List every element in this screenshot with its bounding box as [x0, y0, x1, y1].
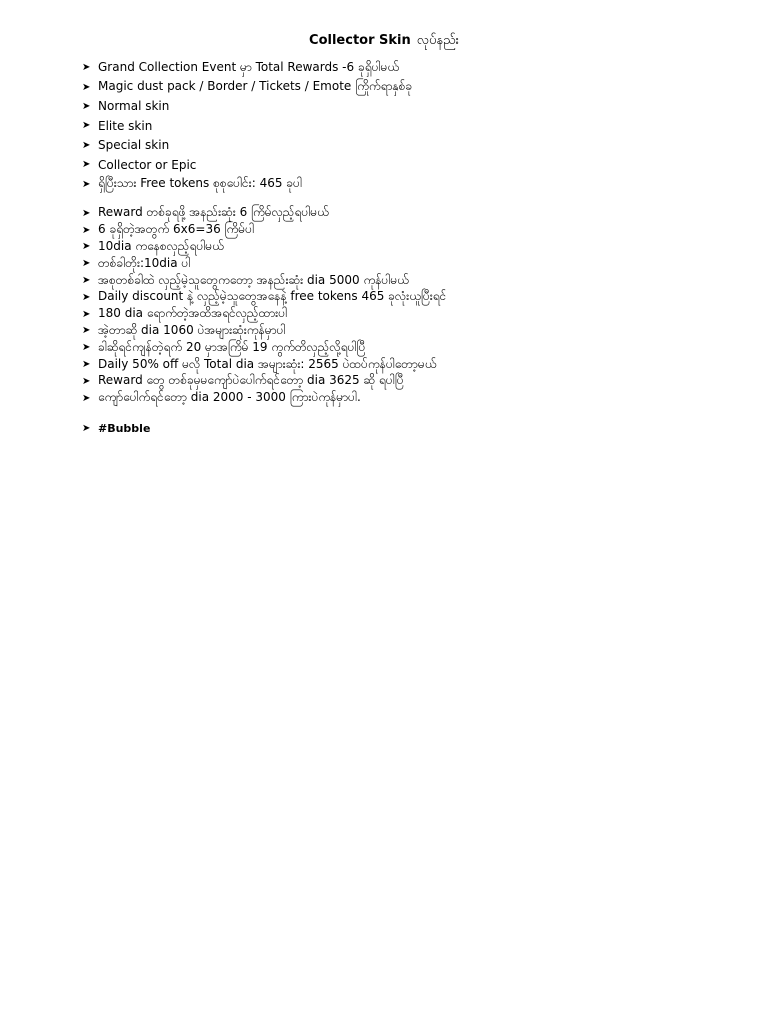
arrow-bullet-icon: ➤ — [82, 178, 91, 190]
arrow-bullet-icon: ➤ — [82, 241, 91, 253]
list-item-text: Collector or Epic — [98, 157, 197, 172]
list-item-text: ရှိပြီးသား Free tokens စုစုပေါင်း: 465 ခုပါ — [98, 176, 302, 191]
list-item-text: 180 dia ရောက်တဲ့အထိအရင်လှည့်ထားပါ — [98, 306, 288, 321]
list-item-text: တစ်ခါတိုး:10dia ပါ — [98, 255, 191, 270]
arrow-bullet-icon: ➤ — [82, 139, 91, 151]
list-item — [82, 339, 752, 356]
list-item — [82, 155, 752, 174]
list-item — [82, 419, 752, 437]
list-group-event-items — [82, 58, 752, 194]
list-item — [82, 272, 752, 289]
arrow-bullet-icon: ➤ — [82, 291, 91, 303]
list-item-text: Daily 50% off မလို Total dia အများဆုံး: 2565 ပဲထပ်ကုန်ပါတော့မယ် — [98, 356, 437, 371]
list-item — [82, 373, 752, 390]
list-group-dia-calculation — [82, 205, 752, 407]
list-item — [82, 323, 752, 340]
list-item-text: ခါဆိုရင်ကျန်တဲ့ရက် 20 မှာအကြိမ် 19 ကွက်တိလှည့်လို့ရပါပြီ — [98, 339, 366, 354]
list-item-text: အစုတစ်ခါထဲ လှည့်မဲ့သူတွေကတော့ အနည်းဆုံး dia 5000 ကုန်ပါမယ် — [98, 272, 409, 287]
title-english: Collector Skin — [309, 33, 411, 48]
list-item — [82, 205, 752, 222]
list-item — [82, 239, 752, 256]
list-item — [82, 97, 752, 116]
list-item-text: Reward တွေ တစ်ခုမှမကျော်ပဲပေါက်ရင်တော့ dia 3625 ဆို ရပါပြီ — [98, 373, 404, 388]
list-item-text: Magic dust pack / Border / Tickets / Emote ကြိုက်ရာနှစ်ခု — [98, 79, 413, 94]
list-item-text: Grand Collection Event မှာ Total Rewards -6 ခုရှိပါမယ် — [98, 59, 400, 74]
list-item-text: Reward တစ်ခုရဖို့ အနည်းဆုံး 6 ကြိမ်လှည့်ရပါမယ် — [98, 205, 329, 220]
arrow-bullet-icon: ➤ — [82, 207, 91, 219]
list-item — [82, 136, 752, 155]
arrow-bullet-icon: ➤ — [82, 359, 91, 371]
list-item-text: Normal skin — [98, 99, 170, 114]
list-item-text: ကျော်ပေါက်ရင်တော့ dia 2000 - 3000 ကြားပဲကုန်မှာပါ. — [98, 390, 361, 405]
arrow-bullet-icon: ➤ — [82, 159, 91, 171]
list-item — [82, 390, 752, 407]
list-item-text: 10dia ကနေစလှည့်ရပါမယ် — [98, 239, 224, 253]
list-item-text: အဲ့တာဆို dia 1060 ပဲအများဆုံးကုန်မှာပါ — [98, 322, 286, 337]
list-item — [82, 77, 752, 96]
arrow-bullet-icon: ➤ — [82, 224, 91, 236]
list-item-text: Elite skin — [98, 118, 153, 133]
list-item — [82, 116, 752, 135]
arrow-bullet-icon: ➤ — [82, 100, 91, 112]
list-item — [82, 174, 752, 193]
arrow-bullet-icon: ➤ — [82, 275, 91, 287]
list-item — [82, 306, 752, 323]
list-item — [82, 255, 752, 272]
arrow-bullet-icon: ➤ — [82, 258, 91, 270]
list-item — [82, 222, 752, 239]
list-item — [82, 58, 752, 77]
list-item — [82, 289, 752, 306]
arrow-bullet-icon: ➤ — [82, 325, 91, 337]
list-item-text: #Bubble — [98, 421, 151, 435]
list-item-text: Special skin — [98, 138, 170, 153]
arrow-bullet-icon: ➤ — [82, 308, 91, 320]
arrow-bullet-icon: ➤ — [82, 392, 91, 404]
arrow-bullet-icon: ➤ — [82, 81, 91, 93]
arrow-bullet-icon: ➤ — [82, 62, 91, 74]
arrow-bullet-icon: ➤ — [82, 422, 91, 434]
list-item-text: 6 ခုရှိတဲ့အတွက် 6x6=36 ကြိမ်ပါ — [98, 222, 255, 237]
arrow-bullet-icon: ➤ — [82, 120, 91, 132]
arrow-bullet-icon: ➤ — [82, 342, 91, 354]
list-item — [82, 356, 752, 373]
title-burmese: လုပ်နည်း — [416, 33, 459, 48]
arrow-bullet-icon: ➤ — [82, 375, 91, 387]
list-group-signature — [82, 419, 752, 437]
page-title — [0, 32, 768, 50]
list-item-text: Daily discount နဲ့ လှည့်မဲ့သူတွေအနေနဲ့ free tokens 465 ခုလုံးယူပြီးရင် — [98, 289, 447, 304]
